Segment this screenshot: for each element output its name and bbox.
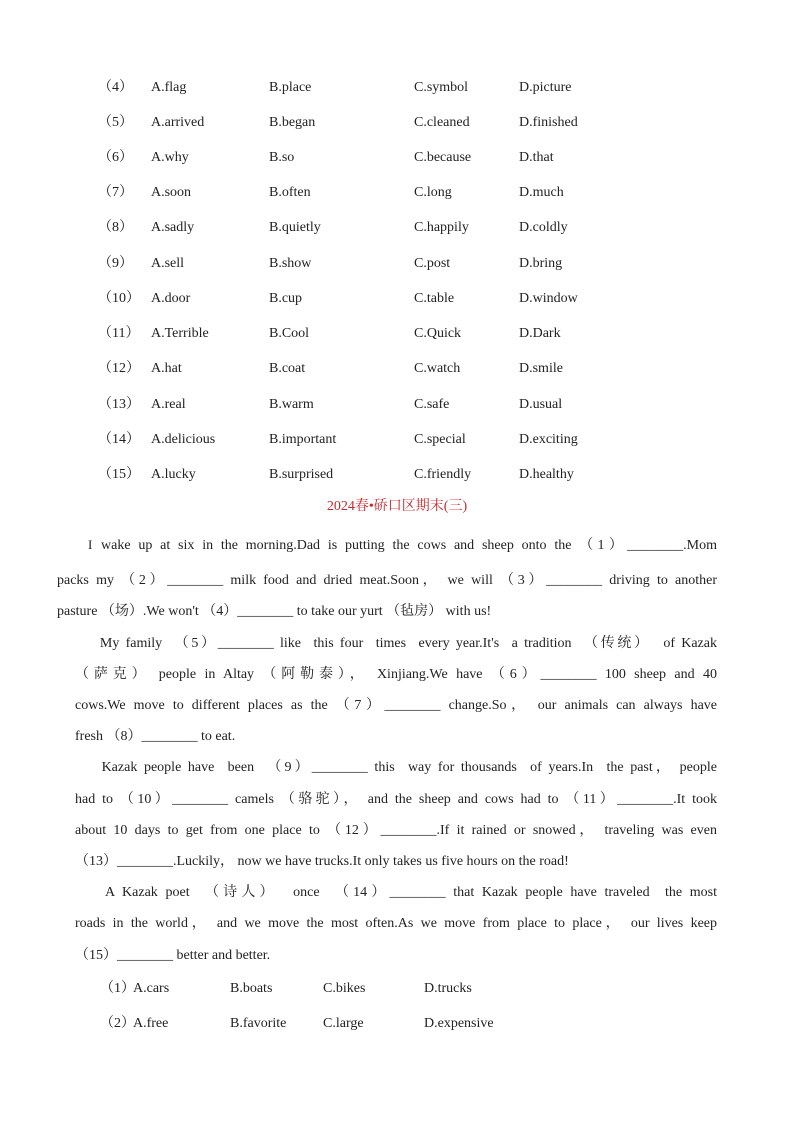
passage-line: fresh （8）________ to eat.	[75, 729, 236, 744]
option-b: B.surprised	[269, 467, 334, 482]
option-b: B.quietly	[269, 220, 321, 235]
section-title: 2024春•硚口区期末(三)	[326, 499, 468, 514]
passage-line: （萨克） people in Altay （阿勒泰）， Xinjiang.We have （6）________ 100 sheep and 40	[75, 667, 717, 682]
option-c: C.Quick	[414, 326, 462, 341]
option-row	[0, 1014, 794, 1034]
option-a: A.soon	[151, 185, 192, 200]
option-a: A.hat	[151, 361, 182, 376]
option-a: A.free	[133, 1016, 169, 1031]
question-number: （8）	[98, 220, 133, 235]
option-a: A.lucky	[151, 467, 196, 482]
option-d: D.healthy	[519, 467, 574, 482]
question-number: （1）	[100, 981, 135, 996]
option-a: A.arrived	[151, 115, 205, 130]
option-b: B.important	[269, 432, 337, 447]
question-number: （2）	[100, 1016, 135, 1031]
option-d: D.much	[519, 185, 564, 200]
option-b: B.began	[269, 115, 316, 130]
option-c: C.bikes	[323, 981, 366, 996]
passage-line: Kazak people have been （9）________ this way for thousands of years.In the past， people	[75, 760, 717, 775]
option-c: C.long	[414, 185, 452, 200]
option-c: C.special	[414, 432, 466, 447]
option-d: D.usual	[519, 397, 563, 412]
option-b: B.show	[269, 256, 312, 271]
question-number: （9）	[98, 256, 133, 271]
question-number: （14）	[98, 432, 140, 447]
question-number: （15）	[98, 467, 140, 482]
passage-line: about 10 days to get from one place to （12）________.If it rained or snowed， traveling was even	[75, 823, 717, 838]
option-d: D.trucks	[424, 981, 472, 996]
question-number: （5）	[98, 115, 133, 130]
option-a: A.Terrible	[151, 326, 209, 341]
passage-line: wake up at six in the morning.Dad is putting the cows and sheep onto the （1）________.Mom	[101, 538, 717, 553]
question-number: （10）	[98, 291, 140, 306]
option-b: B.cup	[269, 291, 303, 306]
option-b: B.warm	[269, 397, 314, 412]
option-d: D.exciting	[519, 432, 578, 447]
option-c: C.friendly	[414, 467, 472, 482]
option-c: C.because	[414, 150, 472, 165]
option-b: B.Cool	[269, 326, 310, 341]
passage-line: A Kazak poet （诗人） once （14）________ that Kazak people have traveled the most	[75, 885, 717, 900]
option-a: A.cars	[133, 981, 170, 996]
option-d: D.window	[519, 291, 578, 306]
passage-line: My family （5）________ like this four times every year.It's a tradition （传统） of Kazak	[75, 636, 717, 651]
passage-line: （15）________ better and better.	[75, 948, 271, 963]
option-c: C.symbol	[414, 80, 469, 95]
option-c: C.watch	[414, 361, 461, 376]
question-number: （12）	[98, 361, 140, 376]
question-number: （7）	[98, 185, 133, 200]
option-c: C.happily	[414, 220, 469, 235]
option-d: D.Dark	[519, 326, 561, 341]
passage-line: packs my （2）________ milk food and dried meat.Soon， we will （3）________ driving to another	[57, 573, 717, 588]
option-d: D.expensive	[424, 1016, 494, 1031]
option-d: D.bring	[519, 256, 563, 271]
question-number: （6）	[98, 150, 133, 165]
option-b: B.boats	[230, 981, 273, 996]
option-d: D.coldly	[519, 220, 568, 235]
option-b: B.place	[269, 80, 312, 95]
option-c: C.post	[414, 256, 451, 271]
option-d: D.smile	[519, 361, 563, 376]
question-number: （13）	[98, 397, 140, 412]
passage-line: roads in the world， and we move the most often.As we move from place to place， our lives keep	[75, 916, 717, 931]
option-a: A.flag	[151, 80, 187, 95]
option-d: D.finished	[519, 115, 578, 130]
passage-line: pasture （场）.We won't （4）________ to take our yurt （毡房） with us!	[57, 604, 492, 619]
option-d: D.picture	[519, 80, 572, 95]
question-number: （11）	[98, 326, 140, 341]
option-b: B.so	[269, 150, 295, 165]
option-a: A.real	[151, 397, 186, 412]
option-b: B.often	[269, 185, 311, 200]
question-number: （4）	[98, 80, 133, 95]
option-row	[0, 979, 794, 999]
option-b: B.coat	[269, 361, 306, 376]
option-c: C.safe	[414, 397, 450, 412]
option-b: B.favorite	[230, 1016, 287, 1031]
option-c: C.cleaned	[414, 115, 470, 130]
passage-line: had to （10）________ camels （骆驼）， and the sheep and cows had to （11）________.It took	[75, 792, 717, 807]
text-caret: I	[88, 537, 93, 552]
option-d: D.that	[519, 150, 554, 165]
passage-line: （13）________.Luckily， now we have trucks.It only takes us five hours on the road!	[75, 854, 569, 869]
option-a: A.door	[151, 291, 191, 306]
passage-line: cows.We move to different places as the （7）________ change.So， our animals can always have	[75, 698, 717, 713]
option-c: C.table	[414, 291, 455, 306]
option-c: C.large	[323, 1016, 364, 1031]
option-a: A.sadly	[151, 220, 195, 235]
option-a: A.delicious	[151, 432, 216, 447]
option-a: A.sell	[151, 256, 185, 271]
option-a: A.why	[151, 150, 189, 165]
